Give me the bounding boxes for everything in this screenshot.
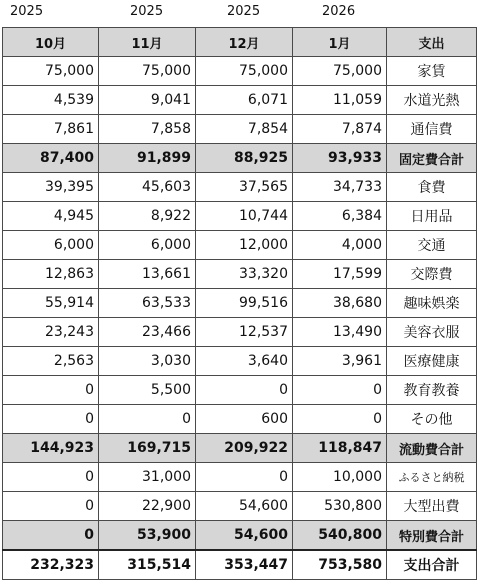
category-label: 支出合計: [387, 550, 477, 580]
amount-cell: 4,945: [3, 202, 99, 231]
amount-cell: 88,925: [196, 144, 293, 173]
category-label: 食費: [387, 173, 477, 202]
category-label: 家賃: [387, 57, 477, 86]
amount-cell: 530,800: [293, 492, 387, 521]
category-label: ふるさと納税: [387, 463, 477, 492]
table-row: [3, 376, 477, 405]
amount-cell: 600: [196, 405, 293, 434]
amount-cell: 54,600: [196, 492, 293, 521]
table-row: [3, 173, 477, 202]
subtotal-row: [3, 144, 477, 173]
category-label: 趣味娯楽: [387, 289, 477, 318]
category-label: 交際費: [387, 260, 477, 289]
amount-cell: 53,900: [99, 521, 196, 551]
amount-cell: 91,899: [99, 144, 196, 173]
amount-cell: 0: [3, 521, 99, 551]
table-row: [3, 115, 477, 144]
amount-cell: 38,680: [293, 289, 387, 318]
category-label: 水道光熱: [387, 86, 477, 115]
table-row: [3, 492, 477, 521]
column-header-nov: 11月: [99, 28, 196, 57]
amount-cell: 75,000: [293, 57, 387, 86]
amount-cell: 75,000: [3, 57, 99, 86]
amount-cell: 0: [3, 405, 99, 434]
amount-cell: 315,514: [99, 550, 196, 580]
table-row: [3, 347, 477, 376]
amount-cell: 0: [99, 405, 196, 434]
amount-cell: 0: [196, 376, 293, 405]
amount-cell: 12,863: [3, 260, 99, 289]
column-header-oct: 10月: [3, 28, 99, 57]
amount-cell: 75,000: [196, 57, 293, 86]
table-row: [3, 463, 477, 492]
table-row: [3, 405, 477, 434]
amount-cell: 0: [196, 463, 293, 492]
amount-cell: 0: [293, 405, 387, 434]
amount-cell: 540,800: [293, 521, 387, 551]
amount-cell: 3,961: [293, 347, 387, 376]
amount-cell: 7,858: [99, 115, 196, 144]
amount-cell: 6,384: [293, 202, 387, 231]
amount-cell: 6,000: [99, 231, 196, 260]
amount-cell: 169,715: [99, 434, 196, 463]
amount-cell: 13,490: [293, 318, 387, 347]
amount-cell: 12,000: [196, 231, 293, 260]
amount-cell: 7,861: [3, 115, 99, 144]
amount-cell: 63,533: [99, 289, 196, 318]
amount-cell: 55,914: [3, 289, 99, 318]
amount-cell: 22,900: [99, 492, 196, 521]
subtotal-row: [3, 434, 477, 463]
amount-cell: 5,500: [99, 376, 196, 405]
table-row: [3, 202, 477, 231]
year-label: 2025: [130, 4, 164, 19]
amount-cell: 33,320: [196, 260, 293, 289]
category-label: 教育教養: [387, 376, 477, 405]
table-row: [3, 86, 477, 115]
amount-cell: 6,071: [196, 86, 293, 115]
column-header-jan: 1月: [293, 28, 387, 57]
table-row: [3, 260, 477, 289]
amount-cell: 23,243: [3, 318, 99, 347]
amount-cell: 9,041: [99, 86, 196, 115]
category-label: 大型出費: [387, 492, 477, 521]
year-label: 2025: [227, 4, 261, 19]
amount-cell: 7,874: [293, 115, 387, 144]
amount-cell: 39,395: [3, 173, 99, 202]
category-label: 固定費合計: [387, 144, 477, 173]
table-header-row: [3, 28, 477, 57]
amount-cell: 753,580: [293, 550, 387, 580]
amount-cell: 209,922: [196, 434, 293, 463]
amount-cell: 4,539: [3, 86, 99, 115]
amount-cell: 2,563: [3, 347, 99, 376]
table-row: [3, 289, 477, 318]
amount-cell: 0: [3, 463, 99, 492]
category-label: その他: [387, 405, 477, 434]
category-label: 日用品: [387, 202, 477, 231]
table-row: [3, 231, 477, 260]
column-header-dec: 12月: [196, 28, 293, 57]
amount-cell: 12,537: [196, 318, 293, 347]
amount-cell: 0: [3, 492, 99, 521]
amount-cell: 3,030: [99, 347, 196, 376]
amount-cell: 0: [3, 376, 99, 405]
amount-cell: 99,516: [196, 289, 293, 318]
amount-cell: 13,661: [99, 260, 196, 289]
amount-cell: 75,000: [99, 57, 196, 86]
amount-cell: 118,847: [293, 434, 387, 463]
amount-cell: 6,000: [3, 231, 99, 260]
category-label: 流動費合計: [387, 434, 477, 463]
grand-total-row: [3, 550, 477, 580]
amount-cell: 10,000: [293, 463, 387, 492]
category-label: 通信費: [387, 115, 477, 144]
amount-cell: 54,600: [196, 521, 293, 551]
category-label: 交通: [387, 231, 477, 260]
amount-cell: 45,603: [99, 173, 196, 202]
amount-cell: 0: [293, 376, 387, 405]
amount-cell: 144,923: [3, 434, 99, 463]
amount-cell: 37,565: [196, 173, 293, 202]
category-label: 医療健康: [387, 347, 477, 376]
category-label: 美容衣服: [387, 318, 477, 347]
amount-cell: 11,059: [293, 86, 387, 115]
column-header-category: 支出: [387, 28, 477, 57]
year-label: 2025: [10, 4, 44, 19]
amount-cell: 232,323: [3, 550, 99, 580]
table-body: [3, 57, 477, 580]
amount-cell: 17,599: [293, 260, 387, 289]
amount-cell: 353,447: [196, 550, 293, 580]
year-header-row: [0, 0, 480, 27]
amount-cell: 3,640: [196, 347, 293, 376]
amount-cell: 34,733: [293, 173, 387, 202]
table-row: [3, 57, 477, 86]
amount-cell: 31,000: [99, 463, 196, 492]
amount-cell: 10,744: [196, 202, 293, 231]
year-label: 2026: [322, 4, 356, 19]
amount-cell: 8,922: [99, 202, 196, 231]
amount-cell: 87,400: [3, 144, 99, 173]
amount-cell: 7,854: [196, 115, 293, 144]
amount-cell: 4,000: [293, 231, 387, 260]
subtotal-row: [3, 521, 477, 551]
table-row: [3, 318, 477, 347]
amount-cell: 93,933: [293, 144, 387, 173]
amount-cell: 23,466: [99, 318, 196, 347]
category-label: 特別費合計: [387, 521, 477, 551]
expense-table: [2, 27, 477, 580]
